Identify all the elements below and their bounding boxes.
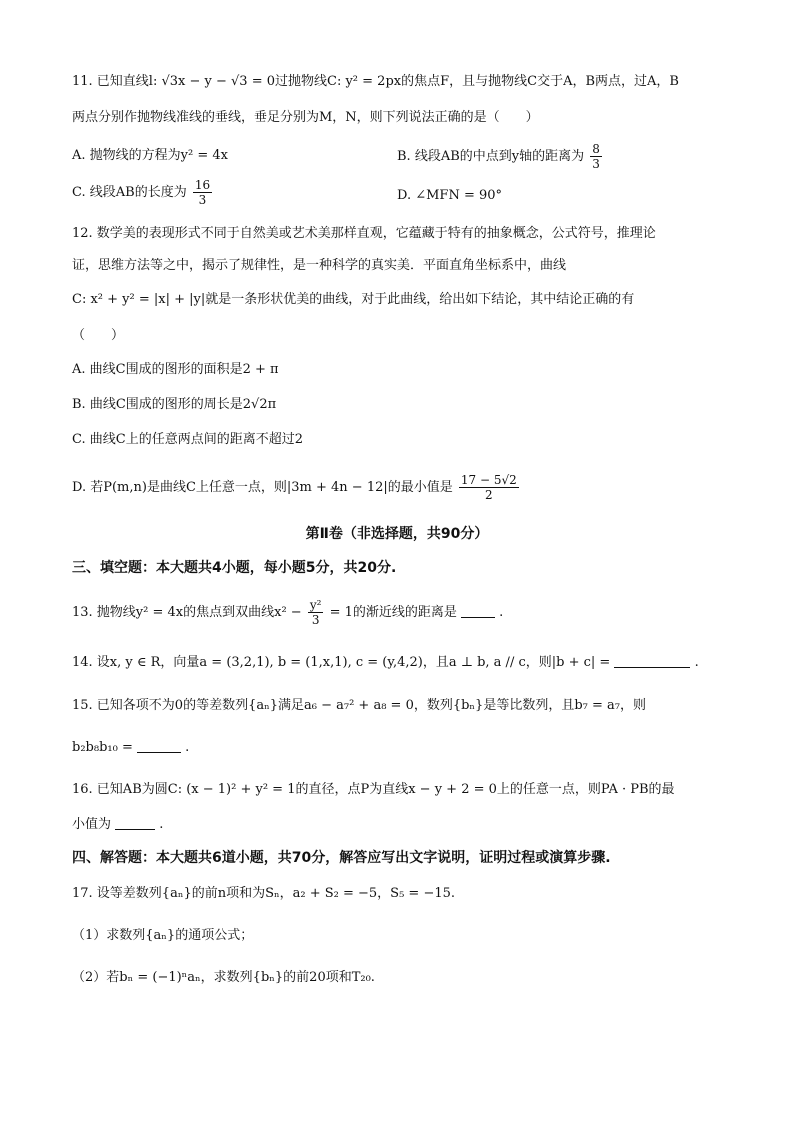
q11-option-c — [72, 176, 214, 210]
q11-option-c-denominator: 3 — [198, 193, 207, 207]
q12-option-d-fraction — [459, 473, 519, 502]
q12-option-d-numerator: 17 − 5√2 — [460, 473, 517, 487]
q11-option-c-text: C. 线段AB的长度为 — [72, 185, 187, 200]
q14-text: 14. 设x, y ∈ R，向量a = (3,2,1), b = (1,x,1), c = (y,4,2)，且a ⊥ b, a // c，则|b + c| = — [72, 655, 611, 670]
q11-option-b-denominator: 3 — [592, 157, 600, 171]
q12-option-a: A. 曲线C围成的图形的面积是2 + π — [72, 362, 279, 377]
q12-option-d — [72, 468, 521, 508]
q11-option-b — [397, 140, 604, 174]
q13-text-before: 13. 抛物线y² = 4x的焦点到双曲线x² − — [72, 605, 302, 620]
q11-option-b-numerator: 8 — [592, 142, 600, 156]
q15-line2-text: b₂b₈b₁₀ = — [72, 740, 133, 755]
q14 — [72, 653, 699, 673]
q11-stem-line2: 两点分别作抛物线准线的垂线，垂足分别为M，N，则下列说法正确的是（ ） — [72, 110, 539, 125]
q16-answer-blank[interactable] — [115, 815, 155, 830]
q17-part2: （2）若bₙ = (−1)ⁿaₙ，求数列{bₙ}的前20项和T₂₀. — [72, 970, 375, 985]
q17-stem: 17. 设等差数列{aₙ}的前n项和为Sₙ，a₂ + S₂ = −5，S₅ = −15. — [72, 886, 456, 901]
q11-option-c-numerator: 16 — [194, 178, 211, 192]
q12-stem-line4: （ ） — [72, 328, 125, 343]
q13 — [72, 596, 503, 630]
q15-answer-blank[interactable] — [137, 738, 181, 753]
q12-option-b: B. 曲线C围成的图形的周长是2√2π — [72, 397, 277, 412]
q11-option-c-fraction — [193, 178, 212, 207]
q17-part1: （1）求数列{aₙ}的通项公式； — [72, 928, 254, 943]
q11-stem-line1: 11. 已知直线l: √3x − y − √3 = 0过抛物线C: y² = 2px的焦点F，且与抛物线C交于A，B两点，过A，B — [72, 74, 679, 89]
q14-end: . — [694, 655, 699, 670]
q11-option-a: A. 抛物线的方程为y² = 4x — [72, 148, 228, 163]
q12-stem-line1: 12. 数学美的表现形式不同于自然美或艺术美那样直观，它蕴藏于特有的抽象概念，公式符号，推理论 — [72, 226, 656, 241]
q11-option-d: D. ∠MFN = 90° — [397, 188, 503, 203]
q13-numerator: y² — [309, 598, 322, 612]
q15-end: . — [185, 740, 190, 755]
q11-option-b-text: B. 线段AB的中点到y轴的距离为 — [397, 149, 585, 164]
q16-line1: 16. 已知AB为圆C: (x − 1)² + y² = 1的直径，点P为直线x − y + 2 = 0上的任意一点，则PA · PB的最 — [72, 782, 675, 797]
q13-text-after: = 1的渐近线的距离是 — [329, 605, 457, 620]
q12-stem-line3: C: x² + y² = |x| + |y|就是一条形状优美的曲线，对于此曲线，给出如下结论，其中结论正确的有 — [72, 292, 635, 307]
q15-line2 — [72, 738, 189, 758]
q13-denominator: 3 — [311, 613, 320, 627]
q15-line1: 15. 已知各项不为0的等差数列{aₙ}满足a₆ − a₇² + a₈ = 0，数列{bₙ}是等比数列，且b₇ = a₇，则 — [72, 698, 646, 713]
q11-option-b-fraction — [590, 142, 602, 171]
q12-option-d-denominator: 2 — [485, 488, 493, 502]
q13-end: . — [499, 605, 504, 620]
q12-stem-line2: 证，思维方法等之中，揭示了规律性，是一种科学的真实美．平面直角坐标系中，曲线 — [72, 258, 567, 273]
part2-title: 第Ⅱ卷（非选择题，共90分） — [305, 526, 489, 542]
q16-end: . — [159, 817, 164, 832]
section4-title: 四、解答题：本大题共6道小题，共70分，解答应写出文字说明，证明过程或演算步骤. — [72, 850, 611, 866]
q16-line2-text: 小值为 — [72, 817, 112, 832]
q12-option-d-text: D. 若P(m,n)是曲线C上任意一点，则|3m + 4n − 12|的最小值是 — [72, 480, 453, 495]
section3-title: 三、填空题：本大题共4小题，每小题5分，共20分. — [72, 560, 397, 576]
q14-answer-blank[interactable] — [614, 653, 690, 668]
q13-answer-blank[interactable] — [461, 603, 495, 618]
q16-line2 — [72, 815, 163, 835]
q12-option-c: C. 曲线C上的任意两点间的距离不超过2 — [72, 432, 303, 447]
q13-fraction — [308, 598, 324, 627]
